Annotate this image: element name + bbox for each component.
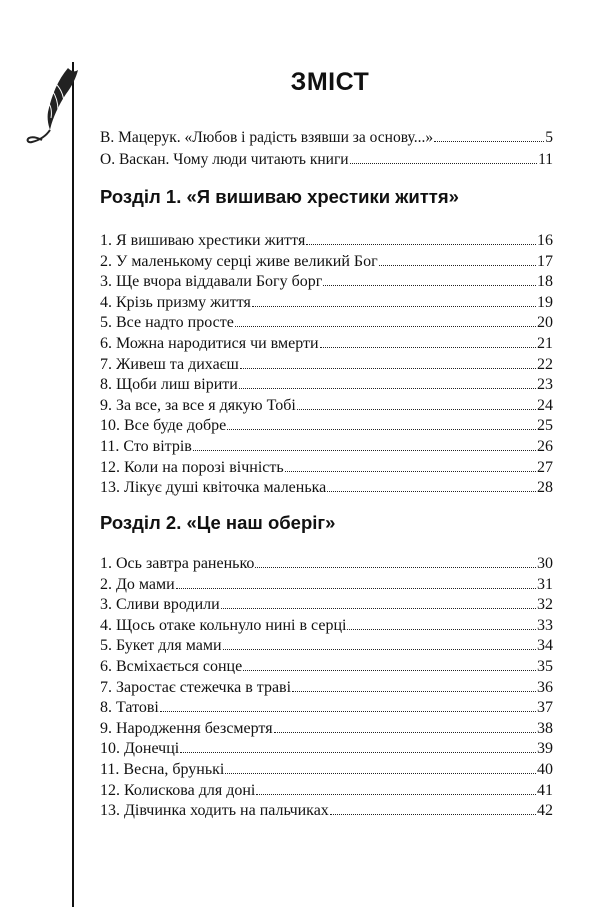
toc-entry-title: 10. Донечці	[100, 740, 180, 758]
toc-entry-title: 8. Татові	[100, 699, 159, 717]
toc-entry	[100, 655, 553, 676]
toc-entry	[100, 456, 553, 477]
toc-entry-title: 9. За все, за все я дякую Тобі	[100, 396, 296, 414]
dot-leader	[239, 373, 536, 389]
toc-entry	[100, 573, 553, 594]
dot-leader	[223, 634, 536, 650]
intro-entries	[100, 126, 553, 170]
toc-entry	[100, 737, 553, 758]
margin-rule	[72, 62, 74, 907]
dot-leader	[292, 676, 536, 692]
dot-leader	[330, 799, 536, 815]
toc-entry	[100, 414, 553, 435]
dot-leader	[379, 250, 536, 266]
toc-entry-title: 5. Букет для мами	[100, 637, 222, 655]
toc-entry	[100, 311, 553, 332]
toc-entry-title: 6. Всміхається сонце	[100, 657, 243, 675]
toc-entry	[100, 229, 553, 250]
toc-entry-title: В. Мацерук. «Любов і радість взявши за основу...»	[100, 129, 434, 146]
toc-entry-title: 7. Живеш та дихаєш	[100, 355, 239, 373]
toc-entry	[100, 634, 553, 655]
toc-entry	[100, 148, 553, 170]
toc-entry	[100, 758, 553, 779]
dot-leader	[240, 353, 536, 369]
toc-entry	[100, 593, 553, 614]
dot-leader	[320, 332, 536, 348]
dot-leader	[221, 593, 536, 609]
toc-entry	[100, 250, 553, 271]
toc-entry-title: 4. Крізь призму життя	[100, 293, 251, 311]
toc-entry-title: 13. Лікує душі квіточка маленька	[100, 479, 327, 497]
toc-entry-title: 3. Ще вчора віддавали Богу борг	[100, 273, 323, 291]
toc-entry-title: 11. Весна, брунькі	[100, 760, 225, 778]
toc-entry-page: 35	[537, 657, 553, 675]
toc-entry	[100, 126, 553, 148]
toc-entry-title: 8. Щоби лиш вірити	[100, 376, 238, 394]
toc-entry	[100, 799, 553, 820]
toc-entry-page: 38	[537, 719, 553, 737]
toc-entry-page: 24	[537, 396, 553, 414]
toc-entry-page: 22	[537, 355, 553, 373]
dot-leader	[327, 476, 536, 492]
toc-entry-title: 13. Дівчинка ходить на пальчиках	[100, 802, 329, 820]
toc-entry-title: 2. До мами	[100, 575, 175, 593]
toc-entry-page: 41	[537, 781, 553, 799]
toc-entry	[100, 676, 553, 697]
toc-entry-title: 10. Все буде добре	[100, 417, 227, 435]
toc-entry	[100, 552, 553, 573]
dot-leader	[176, 573, 536, 589]
toc-entry	[100, 717, 553, 738]
toc-entry	[100, 394, 553, 415]
toc-entry	[100, 270, 553, 291]
toc-entry-page: 25	[537, 417, 553, 435]
section-1-entries	[100, 229, 553, 497]
toc-entry-page: 26	[537, 437, 553, 455]
toc-entry-title: 1. Я вишиваю хрестики життя	[100, 232, 306, 249]
dot-leader	[256, 779, 536, 795]
toc-entry-page: 27	[537, 458, 553, 476]
toc-entry-page: 28	[537, 479, 553, 497]
toc-entry	[100, 476, 553, 497]
dot-leader	[347, 614, 536, 630]
toc-entry-title: 7. Заростає стежечка в траві	[100, 678, 292, 696]
page-title: ЗМІСТ	[290, 68, 370, 96]
dot-leader	[193, 435, 536, 451]
toc-entry-title: 9. Народження безсмертя	[100, 719, 273, 737]
toc-entry-title: 1. Ось завтра раненько	[100, 555, 255, 572]
dot-leader	[274, 717, 536, 733]
dot-leader	[285, 456, 536, 472]
dot-leader	[180, 737, 536, 753]
toc-entry-page: 39	[537, 740, 553, 758]
toc-entry-page: 33	[537, 616, 553, 634]
dot-leader	[434, 126, 544, 142]
toc-entry-title: 6. Можна народитися чи вмерти	[100, 334, 319, 352]
toc-entry-page: 17	[537, 252, 553, 270]
toc-entry-title: О. Васкан. Чому люди читають книги	[100, 151, 349, 168]
toc-entry-title: 11. Сто вітрів	[100, 437, 192, 455]
toc-entry	[100, 435, 553, 456]
toc-entry	[100, 696, 553, 717]
section-heading-2: Розділ 2. «Це наш оберіг»	[100, 512, 336, 533]
toc-entry-page: 37	[537, 699, 553, 717]
toc-entry-title: 5. Все надто просте	[100, 314, 234, 332]
toc-entry	[100, 614, 553, 635]
dot-leader	[227, 414, 536, 430]
dot-leader	[350, 148, 537, 164]
toc-entry	[100, 779, 553, 800]
toc-entry	[100, 353, 553, 374]
toc-entry-page: 42	[537, 802, 553, 820]
toc-entry-title: 12. Коли на порозі вічність	[100, 458, 284, 476]
toc-entry-page: 16	[537, 232, 553, 249]
dot-leader	[323, 270, 536, 286]
toc-entry-page: 36	[537, 678, 553, 696]
toc-entry-title: 4. Щось отаке кольнуло нині в серці	[100, 616, 347, 634]
toc-entry	[100, 373, 553, 394]
toc-entry-page: 19	[537, 293, 553, 311]
toc-entry-page: 5	[545, 129, 553, 146]
toc-entry	[100, 291, 553, 312]
toc-entry-page: 30	[537, 555, 553, 572]
dot-leader	[306, 229, 536, 245]
toc-entry-page: 11	[538, 151, 553, 168]
section-heading-1: Розділ 1. «Я вишиваю хрестики життя»	[100, 186, 459, 207]
toc-entry	[100, 332, 553, 353]
toc-entry-title: 12. Колискова для доні	[100, 781, 256, 799]
toc-entry-page: 34	[537, 637, 553, 655]
dot-leader	[243, 655, 536, 671]
dot-leader	[225, 758, 536, 774]
section-2-entries	[100, 552, 553, 820]
dot-leader	[160, 696, 536, 712]
toc-entry-title: 3. Сливи вродили	[100, 596, 220, 614]
dot-leader	[255, 552, 536, 568]
dot-leader	[252, 291, 536, 307]
toc-entry-page: 21	[537, 334, 553, 352]
dot-leader	[297, 394, 536, 410]
toc-entry-title: 2. У маленькому серці живе великий Бог	[100, 252, 378, 270]
toc-entry-page: 31	[537, 575, 553, 593]
toc-entry-page: 20	[537, 314, 553, 332]
toc-entry-page: 40	[537, 760, 553, 778]
dot-leader	[235, 311, 536, 327]
toc-entry-page: 23	[537, 376, 553, 394]
toc-entry-page: 18	[537, 273, 553, 291]
toc-entry-page: 32	[537, 596, 553, 614]
